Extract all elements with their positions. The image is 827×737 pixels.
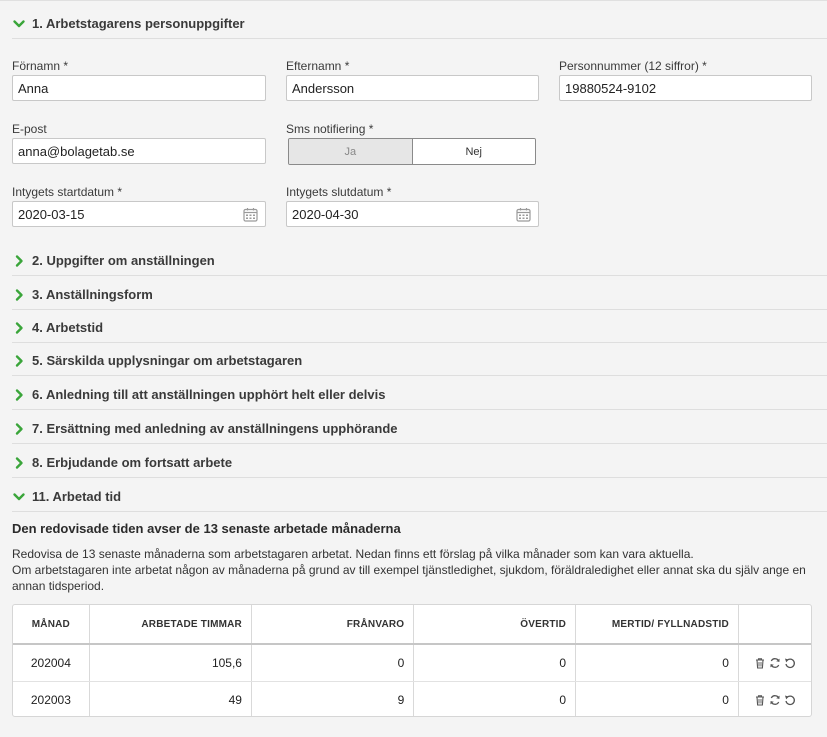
section-5-header[interactable]	[12, 346, 827, 376]
chevron-right-icon	[12, 422, 26, 436]
section-2-header[interactable]	[12, 246, 827, 276]
section-8-header[interactable]	[12, 448, 827, 478]
sms-label: Sms notifiering *	[286, 122, 374, 136]
efternamn-label: Efternamn *	[286, 59, 350, 73]
slutdatum-value: 2020-04-30	[292, 206, 359, 222]
chevron-right-icon	[12, 254, 26, 268]
efternamn-input[interactable]: Andersson	[286, 75, 539, 101]
trash-icon[interactable]	[754, 694, 766, 706]
refresh-icon[interactable]	[769, 694, 781, 706]
section-title: 4. Arbetstid	[32, 320, 104, 335]
personnummer-input[interactable]: 19880524-9102	[559, 75, 812, 101]
row-actions	[738, 644, 811, 681]
section-title: 11. Arbetad tid	[32, 489, 122, 504]
startdatum-value: 2020-03-15	[18, 206, 85, 222]
epost-input[interactable]: anna@bolagetab.se	[12, 138, 266, 164]
column-header-timmar: ARBETADE TIMMAR	[89, 605, 251, 644]
calendar-icon[interactable]	[516, 207, 531, 222]
column-header-mertid: MERTID/ FYLLNADSTID	[576, 605, 739, 644]
chevron-down-icon	[12, 490, 26, 504]
mertid-input[interactable]: 0	[576, 644, 739, 681]
chevron-right-icon	[12, 354, 26, 368]
slutdatum-input[interactable]	[286, 201, 539, 227]
table-row	[13, 681, 811, 717]
chevron-down-icon	[12, 17, 26, 31]
section-6-header[interactable]	[12, 380, 827, 410]
overtid-input[interactable]: 0	[414, 681, 576, 717]
section-title: 8. Erbjudande om fortsatt arbete	[32, 455, 233, 470]
personnummer-label: Personnummer (12 siffror) *	[559, 59, 707, 73]
section-title: 6. Anledning till att anställningen upphört helt eller delvis	[32, 387, 386, 402]
timmar-input[interactable]: 105,6	[89, 644, 251, 681]
arbetad-tid-table	[12, 604, 812, 717]
epost-label: E-post	[12, 122, 47, 136]
section-title: 5. Särskilda upplysningar om arbetstagaren	[32, 353, 303, 368]
section-1-header[interactable]	[12, 9, 827, 39]
overtid-input[interactable]: 0	[414, 644, 576, 681]
table-row	[13, 644, 811, 681]
timmar-input[interactable]: 49	[89, 681, 251, 717]
column-header-franvaro: FRÅNVARO	[251, 605, 413, 644]
mertid-input[interactable]: 0	[576, 681, 739, 717]
column-header-actions	[738, 605, 811, 644]
arbetad-tid-instructions: Redovisa de 13 senaste månaderna som arbetstagaren arbetat. Nedan finns ett förslag på vilka månader som kan vara aktuella.	[12, 547, 694, 561]
section-7-header[interactable]	[12, 414, 827, 444]
chevron-right-icon	[12, 456, 26, 470]
section-title: 3. Anställningsform	[32, 287, 153, 302]
undo-icon[interactable]	[784, 657, 796, 669]
column-header-overtid: ÖVERTID	[414, 605, 576, 644]
fornamn-input[interactable]: Anna	[12, 75, 266, 101]
fornamn-label: Förnamn *	[12, 59, 69, 73]
arbetad-tid-note: Om arbetstagaren inte arbetat någon av månaderna på grund av till exempel tjänstledighet, sjukdom, föräldraledighet eller annat ska du själv ange en annan tidsperiod.	[12, 563, 806, 593]
section-title: 1. Arbetstagarens personuppgifter	[32, 16, 245, 31]
startdatum-label: Intygets startdatum *	[12, 185, 123, 199]
table-header-row	[13, 605, 811, 644]
column-header-manad: MÅNAD	[13, 605, 89, 644]
undo-icon[interactable]	[784, 694, 796, 706]
chevron-right-icon	[12, 288, 26, 302]
sms-nej-option[interactable]: Nej	[413, 139, 536, 164]
section-title: 7. Ersättning med anledning av anställningens upphörande	[32, 421, 398, 436]
row-actions	[738, 681, 811, 717]
slutdatum-label: Intygets slutdatum *	[286, 185, 392, 199]
section-4-header[interactable]	[12, 313, 827, 343]
chevron-right-icon	[12, 321, 26, 335]
franvaro-input[interactable]: 0	[251, 644, 413, 681]
top-divider	[0, 0, 827, 2]
section-title: 2. Uppgifter om anställningen	[32, 253, 215, 268]
section-3-header[interactable]	[12, 280, 827, 310]
chevron-right-icon	[12, 388, 26, 402]
franvaro-input[interactable]: 9	[251, 681, 413, 717]
refresh-icon[interactable]	[769, 657, 781, 669]
sms-ja-option[interactable]: Ja	[289, 139, 413, 164]
calendar-icon[interactable]	[243, 207, 258, 222]
manad-cell: 202004	[13, 644, 89, 681]
startdatum-input[interactable]	[12, 201, 266, 227]
trash-icon[interactable]	[754, 657, 766, 669]
sms-toggle[interactable]	[288, 138, 536, 165]
arbetad-tid-heading: Den redovisade tiden avser de 13 senaste arbetade månaderna	[12, 521, 401, 536]
manad-cell: 202003	[13, 681, 89, 717]
section-11-header[interactable]	[12, 482, 827, 512]
